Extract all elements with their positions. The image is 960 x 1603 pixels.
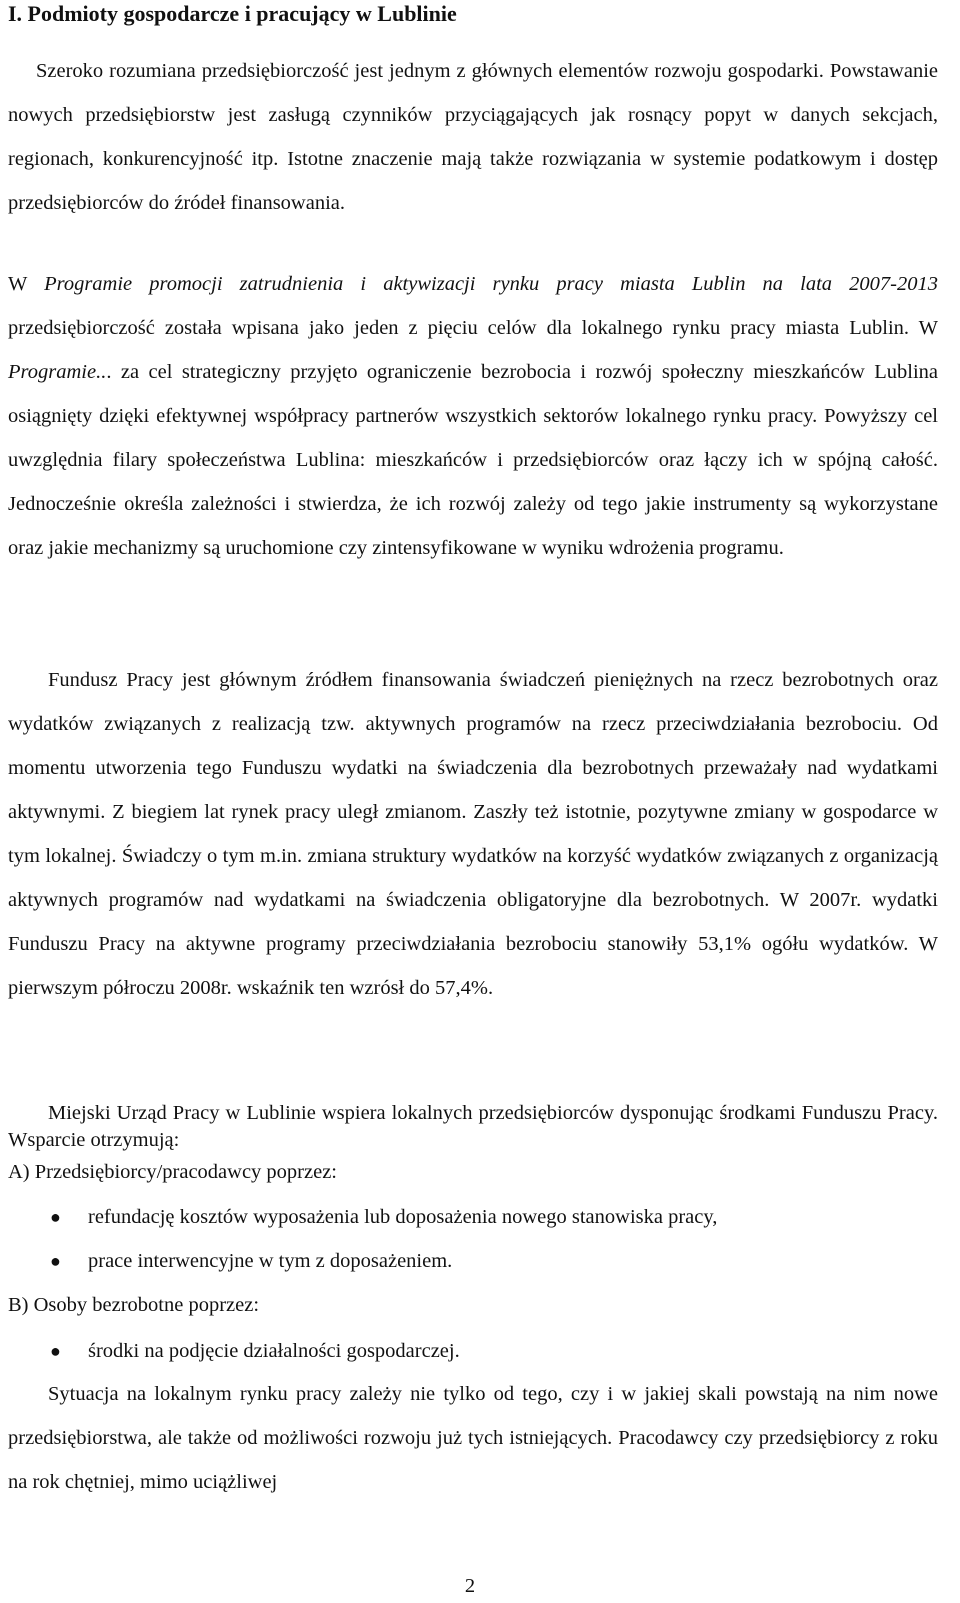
list-item: ● środki na podjęcie działalności gospodarczej.	[8, 1329, 938, 1373]
list-item: ● refundację kosztów wyposażenia lub doposażenia nowego stanowiska pracy,	[8, 1195, 938, 1239]
bullet-icon: ●	[50, 1341, 61, 1361]
group-a-label: A) Przedsiębiorcy/pracodawcy poprzez:	[8, 1161, 337, 1183]
section-heading: I. Podmioty gospodarcze i pracujący w Lublinie	[8, 1, 457, 26]
paragraph-mup-support: Miejski Urząd Pracy w Lublinie wspiera lokalnych przedsiębiorców dysponując środkami Funduszu Pracy. Wsparcie otrzymują:	[8, 1102, 938, 1151]
page-number: 2	[464, 1575, 476, 1597]
list-item: ● prace interwencyjne w tym z doposażeniem.	[8, 1239, 938, 1283]
paragraph-labour-fund: Fundusz Pracy jest głównym źródłem finansowania świadczeń pieniężnych na rzecz bezrobotnych oraz wydatków związanych z realizacją tzw. aktywnych programów na rzecz przeciwdziałania bezrobociu. Od momentu utworzenia tego Funduszu wydatki na świadczenia dla bezrobotnych przeważały nad wydatkami aktywnymi. Z biegiem lat rynek pracy uległ zmianom. Zaszły też istotnie, pozytywne zmiany w gospodarce w tym lokalnej. Świadczy o tym m.in. zmiana struktury wydatków na korzyść wydatków związanych z organizacją aktywnych programów nad wydatkami na świadczenia obligatoryjne dla bezrobotnych. W 2007r. wydatki Funduszu Pracy na aktywne programy przeciwdziałania bezrobociu stanowiły 53,1% ogółu wydatków. W pierwszym półroczu 2008r. wskaźnik ten wzrósł do 57,4%.	[8, 669, 938, 999]
bullet-icon: ●	[50, 1251, 61, 1271]
group-b-label: B) Osoby bezrobotne poprzez:	[8, 1294, 260, 1316]
program-title: Programie promocji zatrudnienia i aktywizacji rynku pracy miasta Lublin na lata 2007-2013	[44, 273, 938, 295]
paragraph-program-text-2: . za cel strategiczny przyjęto ograniczenie bezrobocia i rozwój społeczny mieszkańców Lublina osiągnięty dzięki efektywnej współpracy partnerów wszystkich sektorów lokalnego rynku pracy. Powyższy cel uwzględnia filary społeczeństwa Lublina: mieszkańców i przedsiębiorców oraz łączy ich w spójną całość. Jednocześnie określa zależności i stwierdza, że ich rozwój zależy od tego jakie instrumenty są wykorzystane oraz jakie mechanizmy są uruchomione czy zintensyfikowane w wyniku wdrożenia programu.	[8, 361, 938, 559]
paragraph-entrepreneurship: Szeroko rozumiana przedsiębiorczość jest jednym z głównych elementów rozwoju gospodarki. Powstawanie nowych przedsiębiorstw jest zasługą czynników przyciągających jak rosnący popyt w danych sekcjach, regionach, konkurencyjność itp. Istotne znaczenie mają także rozwiązania w systemie podatkowym i dostęp przedsiębiorców do źródeł finansowania.	[8, 60, 938, 214]
group-b-list	[8, 1329, 938, 1373]
group-a-list	[8, 1195, 938, 1283]
program-title-short: Programie..	[8, 361, 107, 383]
paragraph-program-lead: W	[8, 273, 45, 295]
paragraph-program-text-1: przedsiębiorczość została wpisana jako jeden z pięciu celów dla lokalnego rynku pracy miasta Lublin. W	[8, 317, 938, 339]
paragraph-labour-market: Sytuacja na lokalnym rynku pracy zależy nie tylko od tego, czy i w jakiej skali powstają na nim nowe przedsiębiorstwa, ale także od możliwości rozwoju już tych istniejących. Pracodawcy czy przedsiębiorcy z roku na rok chętniej, mimo uciążliwej	[8, 1383, 938, 1493]
bullet-icon: ●	[50, 1207, 61, 1227]
paragraph-program	[8, 262, 938, 570]
